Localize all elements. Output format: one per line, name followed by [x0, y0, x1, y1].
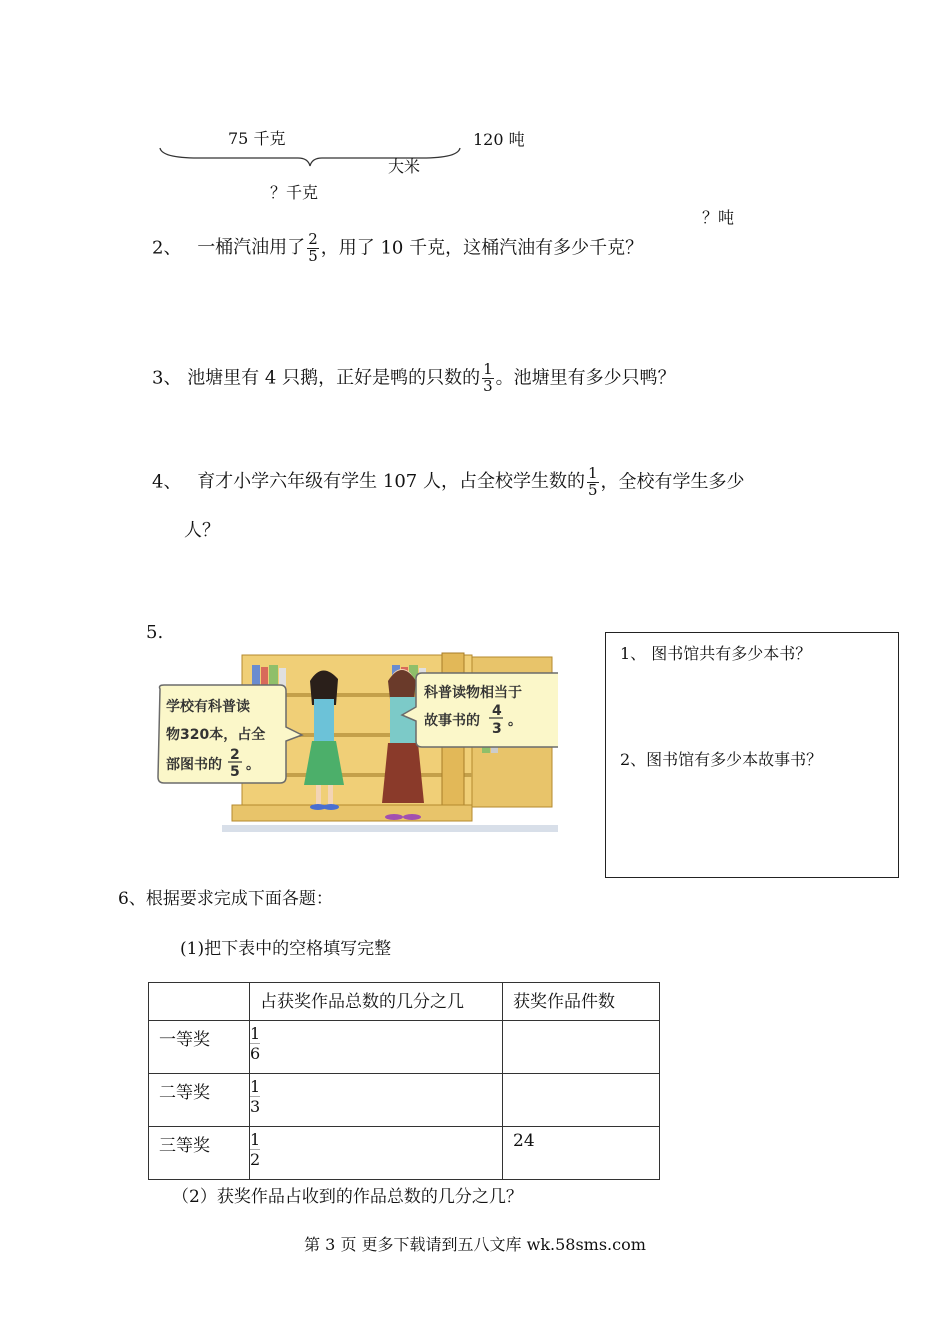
- bubble-left-frac-den: 5: [230, 764, 240, 780]
- fraction: $\frac{1}{5}$: [588, 464, 598, 499]
- table-header-row: [149, 983, 660, 1021]
- diagram-left-bottom: ？千克: [270, 183, 319, 202]
- diagram-right-bottom: ？吨: [702, 208, 735, 227]
- bubble-right-frac-den: 3: [492, 721, 502, 737]
- question-number: 3、: [152, 367, 182, 389]
- question-3: [152, 362, 676, 395]
- diagram-middle-label: 大米: [388, 157, 421, 176]
- table-row: [149, 1021, 660, 1074]
- bubble-left-line1: 学校有科普读: [166, 699, 250, 715]
- bubble-left-line3: 部图书的: [166, 757, 222, 773]
- question-4-line2: 人？: [184, 520, 220, 541]
- page-footer: 第 3 页 更多下载请到五八文库 wk.58sms.com: [304, 1235, 646, 1254]
- fraction: $\frac{1}{3}$: [250, 1077, 261, 1117]
- prize-fraction-cell: [250, 1127, 503, 1180]
- question-5-number: 5.: [146, 622, 164, 643]
- fraction: $\frac{2}{5}$: [308, 230, 318, 265]
- prize-label: 一等奖: [149, 1021, 250, 1074]
- question-text-pre: 育才小学六年级有学生 107 人，占全校学生数的: [197, 471, 585, 493]
- bubble-right-line1: 科普读物相当于: [424, 685, 522, 701]
- library-illustration: [152, 645, 558, 832]
- table-header-cell: [149, 983, 250, 1021]
- fraction: $\frac{1}{6}$: [250, 1024, 261, 1064]
- table-header-cell: 获奖作品件数: [503, 983, 660, 1021]
- bubble-right-tail: 。: [508, 713, 522, 729]
- question-number: 2、: [152, 237, 182, 259]
- prize-count: [503, 1074, 660, 1127]
- prize-fraction-cell: [250, 1074, 503, 1127]
- question-text-post: 。池塘里有多少只鸭？: [495, 367, 676, 389]
- bubble-left-line2: 物320本，占全: [166, 727, 266, 743]
- question-text-pre: 一桶汽油用了: [197, 237, 306, 259]
- box-question-2: 2、图书馆有多少本故事书？: [620, 750, 823, 769]
- diagram-right-top: 120 吨: [473, 130, 525, 149]
- fraction: $\frac{1}{2}$: [250, 1130, 261, 1170]
- bubble-right-frac-num: 4: [492, 703, 502, 719]
- question-text-post: ，用了 10 千克，这桶汽油有多少千克？: [320, 237, 644, 259]
- bubble-left-frac-num: 2: [230, 747, 240, 763]
- table-header-cell: 占获奖作品总数的几分之几: [250, 983, 503, 1021]
- prize-count: [503, 1021, 660, 1074]
- prize-table: [148, 982, 660, 1180]
- question-text-post: ，全校有学生多少: [600, 471, 745, 493]
- question-6-sub2: （2）获奖作品占收到的作品总数的几分之几？: [172, 1187, 523, 1207]
- question-text-pre: 池塘里有 4 只鹅，正好是鸭的只数的: [187, 367, 481, 389]
- prize-count: 24: [503, 1127, 660, 1180]
- prize-label: 二等奖: [149, 1074, 250, 1127]
- question-6-title: 6、根据要求完成下面各题：: [118, 889, 333, 909]
- question-4: [152, 466, 745, 499]
- box-question-1: 1、 图书馆共有多少本书？: [620, 644, 812, 663]
- diagram-left-top: 75 千克: [228, 129, 286, 148]
- table-row: [149, 1127, 660, 1180]
- bubble-right-line2: 故事书的: [424, 713, 480, 729]
- bubble-left-tail: 。: [246, 757, 260, 773]
- table-row: [149, 1074, 660, 1127]
- question-5-box: [605, 632, 899, 878]
- question-2: [152, 232, 643, 265]
- prize-label: 三等奖: [149, 1127, 250, 1180]
- question-number: 4、: [152, 471, 182, 493]
- fraction: $\frac{1}{3}$: [483, 360, 493, 395]
- question-6-sub1: (1)把下表中的空格填写完整: [180, 939, 392, 959]
- prize-fraction-cell: [250, 1021, 503, 1074]
